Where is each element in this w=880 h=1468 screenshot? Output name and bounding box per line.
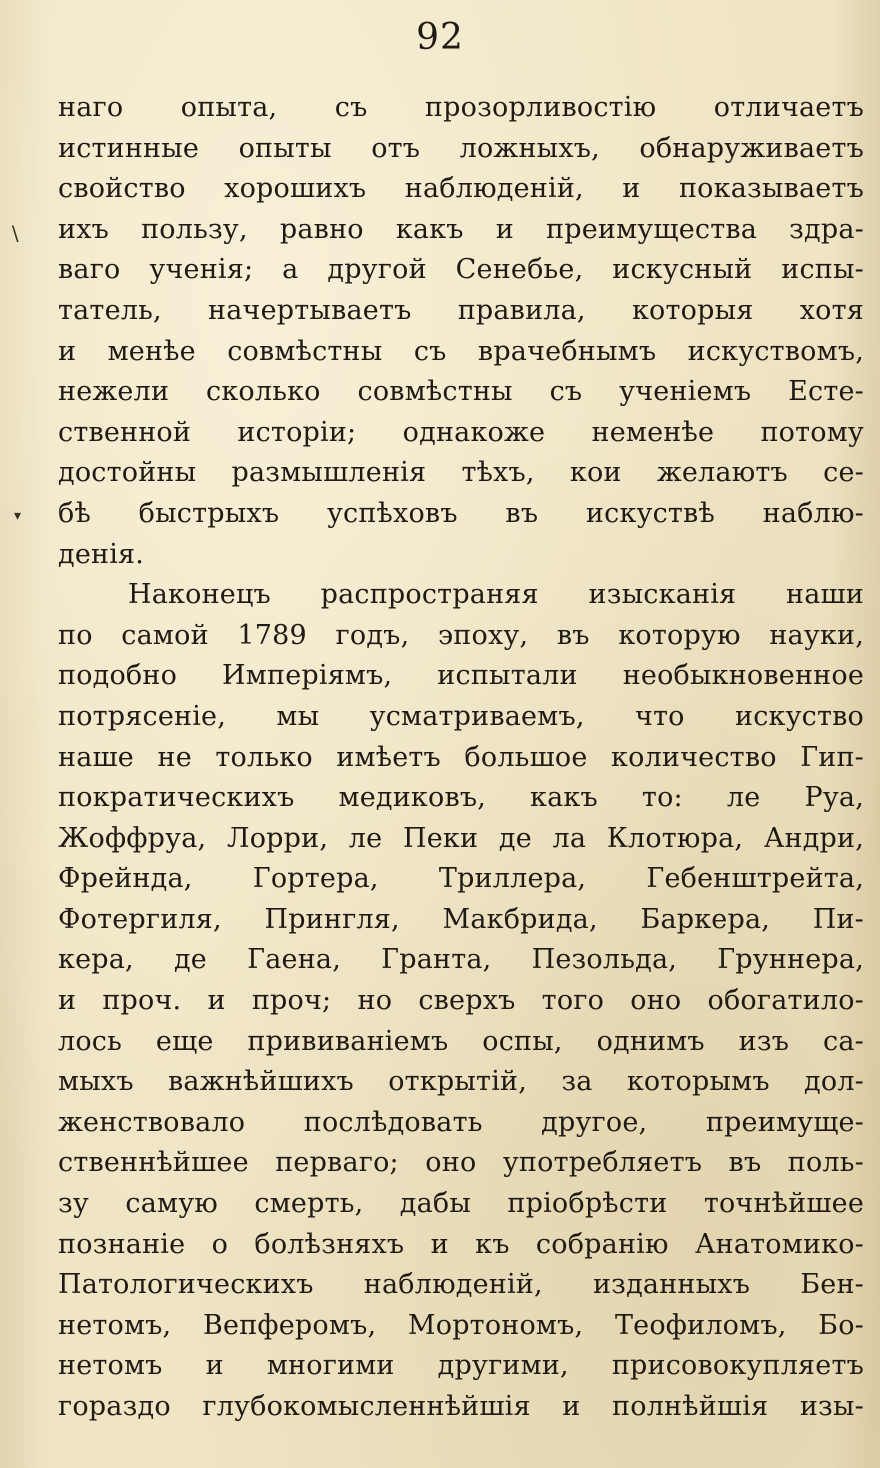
text-line: ваго ученія; а другой Сенебье, искусный испы- (58, 254, 864, 286)
text-line: мыхъ важнѣйшихъ открытій, за которымъ дол- (58, 1066, 864, 1098)
paragraph-2 (58, 575, 864, 1427)
text-line: пократическихъ медиковъ, какъ то: ле Руа, (58, 782, 864, 814)
text-line: ственнѣйшее перваго; оно употребляетъ въ поль- (58, 1147, 864, 1179)
text-line: зу самую смерть, дабы пріобрѣсти точнѣйшее (58, 1188, 864, 1220)
page-number: 92 (416, 17, 464, 58)
text-line: Фрейнда, Гортера, Триллера, Гебенштрейта, (58, 863, 864, 895)
body-text (58, 88, 864, 1428)
text-line: наго опыта, съ прозорливостію отличаетъ (58, 92, 864, 123)
text-line: потрясеніе, мы усматриваемъ, что искуство (58, 700, 864, 732)
text-line: женствовало послѣдовать другое, преимуще- (58, 1106, 864, 1138)
text-line: и менѣе совмѣстны съ врачебнымъ искуствомъ, (58, 335, 864, 367)
text-line: по самой 1789 годъ, эпоху, въ которую науки, (58, 619, 864, 651)
text-line: гораздо глубокомысленнѣйшія и полнѣйшія изы- (58, 1391, 864, 1422)
text-line: и проч. и проч; но сверхъ того оно обогатило- (58, 985, 864, 1017)
text-line: достойны размышленія тѣхъ, кои желаютъ се- (58, 457, 864, 489)
text-line: кера, де Гаена, Гранта, Пезольда, Груннера, (58, 944, 864, 976)
text-line: познаніе о болѣзняхъ и къ собранію Анатомико- (58, 1228, 864, 1260)
text-line: нетомъ, Вепферомъ, Мортономъ, Теофиломъ, Бо- (58, 1309, 864, 1341)
text-line: нежели сколько совмѣстны съ ученіемъ Есте- (58, 376, 864, 408)
text-line: нетомъ и многими другими, присовокупляетъ (58, 1350, 864, 1382)
margin-speck: ▾ (14, 508, 22, 524)
text-line: ственной исторіи; однакоже неменѣе потому (58, 416, 864, 448)
text-line: подобно Имперіямъ, испытали необыкновенное (58, 660, 864, 692)
text-line: Патологическихъ наблюденій, изданныхъ Бен- (58, 1269, 864, 1301)
text-line: Наконецъ распространяя изысканія наши (128, 579, 864, 611)
text-line: денія. (58, 538, 145, 570)
text-line: наше не только имѣетъ большое количество Гип- (58, 741, 864, 773)
text-line: бѣ быстрыхъ успѣховъ въ искуствѣ наблю- (58, 497, 864, 529)
text-line: ихъ пользу, равно какъ и преимущества здра- (58, 213, 864, 245)
text-line: лось еще прививаніемъ оспы, однимъ изъ са- (58, 1025, 864, 1057)
text-line: истинные опыты отъ ложныхъ, обнаруживаетъ (58, 132, 864, 164)
text-line: Фотергиля, Прингля, Макбрида, Баркера, Пи- (58, 903, 864, 935)
text-line: Жоффруа, Лорри, ле Пеки де ла Клотюра, Андри, (58, 822, 864, 854)
text-line: свойство хорошихъ наблюденій, и показываетъ (58, 173, 864, 205)
text-line: татель, начертываетъ правила, которыя хотя (58, 294, 864, 326)
margin-speck: ∖ (8, 222, 21, 246)
paragraph-1 (58, 88, 864, 575)
